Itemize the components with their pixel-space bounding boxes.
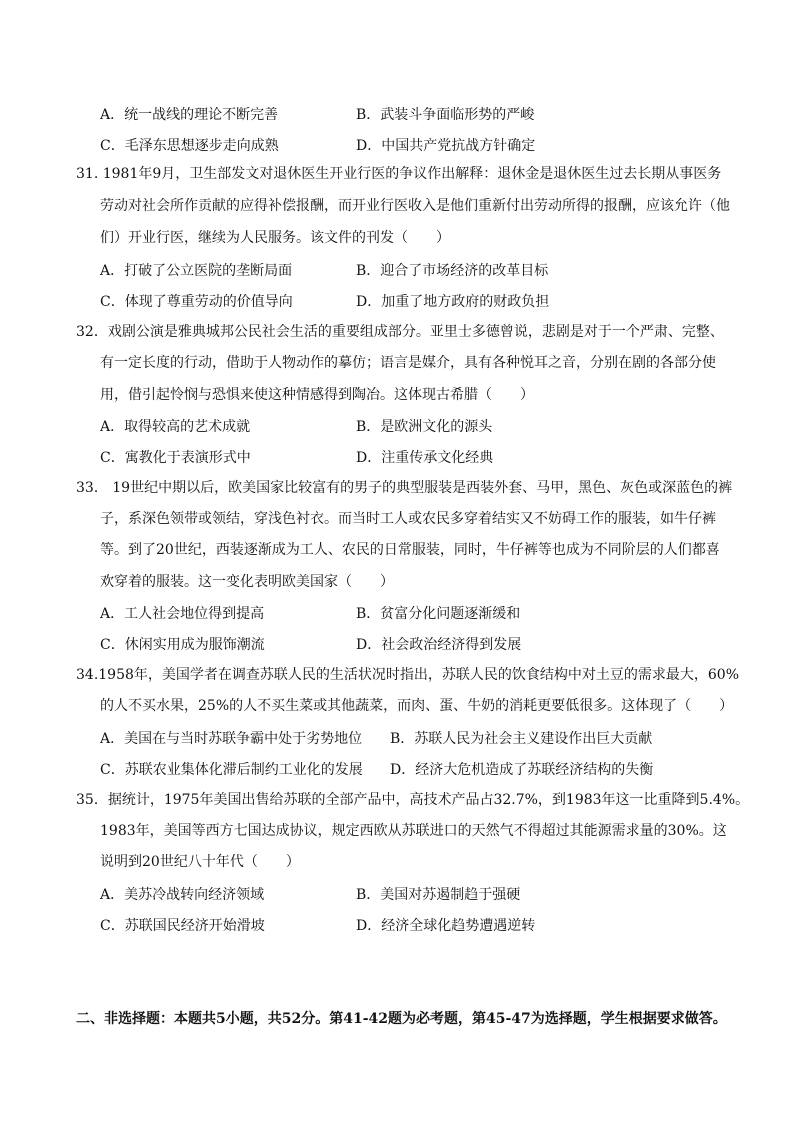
q34-line-1 — [76, 665, 739, 685]
section-2-title: 二、非选择题：本题共5小题，共52分。第41-42题为必考题，第45-47为选择题，学生根据要求做答。 — [76, 1011, 727, 1027]
q31-line-1 — [76, 164, 721, 184]
q30-option-c: C．毛泽东思想逐步走向成熟 — [100, 138, 279, 154]
q35-line-1 — [76, 790, 749, 810]
q31-options-row-1 — [100, 260, 760, 282]
q30-option-d: D．中国共产党抗战方针确定 — [356, 138, 536, 154]
q33-line-2: 子，系深色领带或领结，穿浅色衬衣。而当时工人或农民多穿着结实又不妨碍工作的服装，如牛仔裤 — [100, 511, 716, 527]
q32-option-c: C．寓教化于表演形式中 — [100, 450, 251, 466]
q35-option-d: D．经济全球化趋势遭遇逆转 — [356, 918, 536, 934]
q32-option-a: A．取得较高的艺术成就 — [100, 419, 251, 435]
q31-option-a: A．打破了公立医院的垄断局面 — [100, 263, 293, 279]
q31-number: 31. — [76, 166, 99, 182]
q31-line-3: 们）开业行医，继续为人民服务。该文件的刊发（ ） — [100, 230, 450, 246]
q33-option-d: D．社会政治经济得到发展 — [356, 637, 522, 653]
q35-line-2: 1983年，美国等西方七国达成协议，规定西欧从苏联进口的天然气不得超过其能源需求量的30%。这 — [100, 823, 727, 839]
q32-options-row-1 — [100, 416, 760, 438]
q32-line-2: 有一定长度的行动，借助于人物动作的摹仿；语言是媒介，具有各种悦耳之音，分别在剧的各部分使 — [100, 355, 716, 371]
q30-options-row-1 — [100, 104, 760, 126]
q35-options-row-2 — [100, 915, 760, 937]
q32-option-b: B．是欧洲文化的源头 — [356, 419, 493, 435]
q34-number: 34. — [76, 667, 99, 683]
q32-option-d: D．注重传承文化经典 — [356, 450, 494, 466]
q32-options-row-2 — [100, 447, 760, 469]
q34-text-1: 1958年，美国学者在调查苏联人民的生活状况时指出，苏联人民的饮食结构中对土豆的需求最大，60% — [98, 667, 740, 683]
q33-line-3: 等。到了20世纪，西装逐渐成为工人、农民的日常服装，同时，牛仔裤等也成为不同阶层的人们都喜 — [100, 542, 720, 558]
q35-option-c: C．苏联国民经济开始滑坡 — [100, 918, 265, 934]
q33-option-a: A．工人社会地位得到提高 — [100, 606, 265, 622]
q33-line-4: 欢穿着的服装。这一变化表明欧美国家（ ） — [100, 574, 394, 590]
q30-option-a: A．统一战线的理论不断完善 — [100, 107, 279, 123]
q34-option-d: D．经济大危机造成了苏联经济结构的失衡 — [390, 762, 654, 778]
q33-text-1: 19世纪中期以后，欧美国家比较富有的男子的典型服装是西装外套、马甲，黑色、灰色或深蓝色的裤 — [107, 480, 733, 496]
q32-text-1: 戏剧公演是雅典城邦公民社会生活的重要组成部分。亚里士多德曾说，悲剧是对于一个严肃、完整、 — [107, 324, 724, 340]
q33-options-row-1 — [100, 603, 760, 625]
q34-options-row-2 — [100, 759, 760, 781]
q31-option-c: C．体现了尊重劳动的价值导向 — [100, 294, 293, 310]
q35-line-3: 说明到20世纪八十年代（ ） — [100, 854, 300, 870]
q34-option-b: B．苏联人民为社会主义建设作出巨大贡献 — [390, 731, 653, 747]
q35-number: 35． — [76, 792, 108, 808]
q35-text-1: 据统计，1975年美国出售给苏联的全部产品中，高技术产品占32.7%，到1983年这一比重降到5.4%。 — [107, 792, 750, 808]
q35-option-a: A．美苏冷战转向经济领域 — [100, 887, 265, 903]
q31-option-b: B．迎合了市场经济的改革目标 — [356, 263, 549, 279]
q31-options-row-2 — [100, 291, 760, 313]
q32-number: 32． — [76, 324, 108, 340]
q31-option-d: D．加重了地方政府的财政负担 — [356, 294, 550, 310]
q33-option-b: B．贫富分化问题逐渐缓和 — [356, 606, 521, 622]
q30-options-row-2 — [100, 135, 760, 157]
q31-line-2: 劳动对社会所作贡献的应得补偿报酬，而开业行医收入是他们重新付出劳动所得的报酬，应该允许（他 — [100, 198, 730, 214]
q30-option-b: B．武装斗争面临形势的严峻 — [356, 107, 535, 123]
q33-options-row-2 — [100, 634, 760, 656]
q33-option-c: C．休闲实用成为服饰潮流 — [100, 637, 265, 653]
q32-line-3: 用，借引起怜悯与恐惧来使这种情感得到陶冶。这体现古希腊（ ） — [100, 387, 534, 403]
q34-option-c: C．苏联农业集体化滞后制约工业化的发展 — [100, 762, 363, 778]
q35-option-b: B．美国对苏遏制趋于强硬 — [356, 887, 521, 903]
q34-options-row-1 — [100, 728, 760, 750]
q34-line-2: 的人不买水果，25%的人不买生菜或其他蔬菜，而肉、蛋、牛奶的消耗更要低很多。这体现了（ ） — [100, 698, 734, 714]
q32-line-1 — [76, 322, 724, 342]
q35-options-row-1 — [100, 884, 760, 906]
q33-number: 33． — [76, 480, 108, 496]
q31-text-1: 1981年9月，卫生部发文对退休医生开业行医的争议作出解释：退休金是退休医生过去长期从事医务 — [98, 166, 722, 182]
q33-line-1 — [76, 478, 732, 498]
q34-option-a: A．美国在与当时苏联争霸中处于劣势地位 — [100, 731, 363, 747]
